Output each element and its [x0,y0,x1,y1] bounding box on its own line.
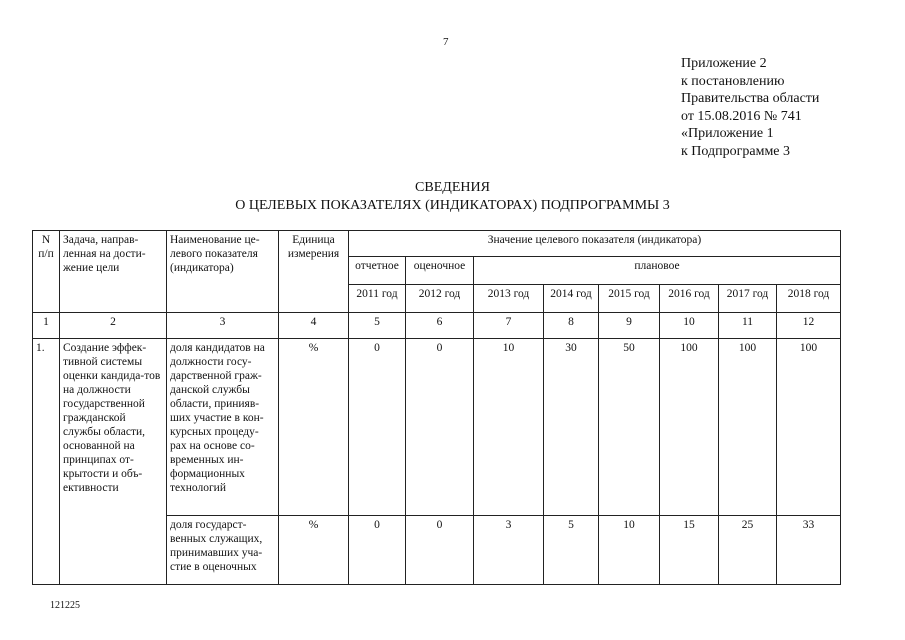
header-planned: плановое [474,257,841,285]
indicators-table [32,230,841,585]
appendix-line: «Приложение 1 [681,126,774,142]
title-line-2: О ЦЕЛЕВЫХ ПОКАЗАТЕЛЯХ (ИНДИКАТОРАХ) ПОДПРОГРАММЫ 3 [235,198,670,213]
value-cell: 50 [599,339,660,516]
header-year: 2014 год [544,285,599,313]
header-year: 2018 год [777,285,841,313]
value-cell: 10 [474,339,544,516]
value-cell: 5 [544,516,599,585]
value-cell: 3 [474,516,544,585]
value-cell: 25 [719,516,777,585]
column-number: 8 [544,313,599,339]
value-cell: 100 [777,339,841,516]
value-cell: 100 [660,339,719,516]
column-number: 6 [406,313,474,339]
header-value-group: Значение целевого показателя (индикатора) [349,231,841,257]
header-year: 2012 год [406,285,474,313]
header-year: 2013 год [474,285,544,313]
appendix-line: Правительства области [681,91,820,107]
row-indicator: доля кандидатов на должности госу-дарственной граж-данской службы области, принияв-ших участие в кон-курсных процеду-рах на основе со-временных ин-формационных технологий [167,339,279,516]
title-line-1: СВЕДЕНИЯ [415,180,490,195]
header-year: 2016 год [660,285,719,313]
column-number: 5 [349,313,406,339]
column-number: 2 [60,313,167,339]
column-number: 3 [167,313,279,339]
appendix-line: от 15.08.2016 № 741 [681,108,802,124]
header-estimated: оценочное [406,257,474,285]
header-year: 2015 год [599,285,660,313]
header-task: Задача, направ-ленная на дости-жение цели [60,231,167,313]
value-cell: 0 [349,516,406,585]
value-cell: 15 [660,516,719,585]
value-cell: 0 [406,516,474,585]
column-number: 7 [474,313,544,339]
header-unit: Единица измерения [279,231,349,313]
value-cell: 0 [349,339,406,516]
row-unit: % [279,516,349,585]
header-num: N п/п [33,231,60,313]
row-indicator: доля государст-венных служащих, принимавших уча-стие в оценочных [167,516,279,585]
footer-code: 121225 [50,600,80,611]
appendix-line: к Подпрограмме 3 [681,143,791,159]
row-num: 1. [33,339,60,585]
column-number: 4 [279,313,349,339]
table-row [33,339,841,516]
appendix-line: к постановлению [681,73,785,89]
row-task: Создание эффек-тивной системы оценки кандида-тов на должности государственной гражданской службы области, основанной на принципах от-крытости и объ-ективности [60,339,167,585]
value-cell: 100 [719,339,777,516]
row-unit: % [279,339,349,516]
column-number: 11 [719,313,777,339]
header-indicator: Наименование це-левого показателя (индикатора) [167,231,279,313]
appendix-reference [681,55,819,161]
value-cell: 0 [406,339,474,516]
document-title [0,179,905,215]
column-number: 12 [777,313,841,339]
appendix-line: Приложение 2 [681,56,767,71]
value-cell: 30 [544,339,599,516]
value-cell: 10 [599,516,660,585]
header-reported: отчетное [349,257,406,285]
header-year: 2011 год [349,285,406,313]
header-year: 2017 год [719,285,777,313]
page-number: 7 [443,36,449,48]
column-number: 1 [33,313,60,339]
value-cell: 33 [777,516,841,585]
column-number: 9 [599,313,660,339]
column-number: 10 [660,313,719,339]
